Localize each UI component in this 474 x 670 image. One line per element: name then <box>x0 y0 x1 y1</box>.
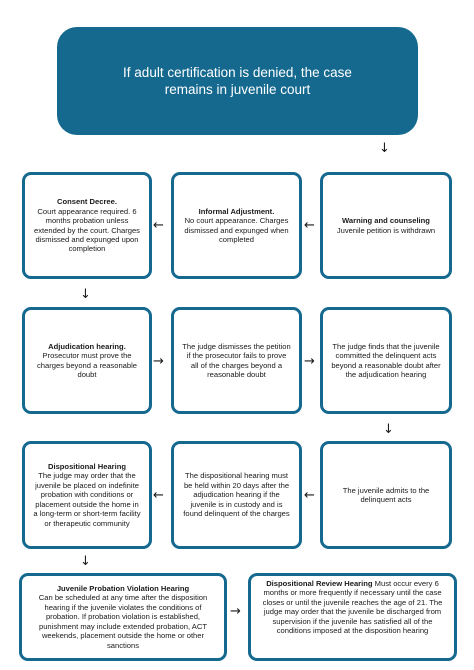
header-text: If adult certification is denied, the case remains in juvenile court <box>123 65 352 97</box>
header-banner <box>57 27 418 135</box>
arrow-down-1: ↓ <box>379 141 390 156</box>
arrow-down-2: ↓ <box>80 287 91 302</box>
dispositional-hearing-box <box>22 441 152 549</box>
dispositional-review-text: Must occur every 6 months or more frequently if necessary until the case closes or until the juvenile reaches the age of 21. The judge may order that the juvenile be discharged from supervision if the juvenile has satisfied all of the conditions imposed at the disposition hearing <box>262 579 443 636</box>
petition-dismissed-box <box>171 307 302 414</box>
informal-adjustment-text: No court appearance. Charges dismissed and expunged when completed <box>184 216 289 244</box>
arrow-right-4: → <box>230 604 241 619</box>
arrow-right-2a: → <box>153 354 164 369</box>
arrow-down-4: ↓ <box>80 554 91 569</box>
probation-violation-title: Juvenile Probation Violation Hearing <box>56 584 190 594</box>
juvenile-admits-text: The juvenile admits to the delinquent acts <box>342 485 430 504</box>
arrow-left-3b: ← <box>304 488 315 503</box>
arrow-right-2b: → <box>304 354 315 369</box>
juvenile-admits-box <box>320 441 452 549</box>
warning-counseling-title: Warning and counseling <box>342 216 430 226</box>
probation-violation-box <box>19 573 227 661</box>
dispositional-review-box <box>248 573 457 661</box>
arrow-left-1a: ← <box>153 218 164 233</box>
arrow-left-1b: ← <box>304 218 315 233</box>
consent-decree-title: Consent Decree. <box>57 197 117 207</box>
hearing-timeline-box <box>171 441 302 549</box>
petition-dismissed-text: The judge dismisses the petition if the prosecutor fails to prove all of the charges beyond a reasonable doubt <box>182 341 291 379</box>
adjudication-hearing-title: Adjudication hearing. <box>48 341 126 351</box>
dispositional-hearing-title: Dispositional Hearing <box>47 462 127 472</box>
probation-violation-text: Can be scheduled at any time after the disposition hearing if the juvenile violates the conditions of probation. If probation violation is established, punishment may include extended probation, ACT weekends, placement outside the home or other sanctions <box>38 593 208 650</box>
adjudication-hearing-box <box>22 307 152 414</box>
arrow-left-3a: ← <box>153 488 164 503</box>
consent-decree-box <box>22 172 152 279</box>
warning-counseling-text: Juvenile petition is withdrawn <box>336 225 436 235</box>
delinquent-finding-box <box>320 307 452 414</box>
adjudication-hearing-text: Prosecutor must prove the charges beyond a reasonable doubt <box>36 351 138 379</box>
dispositional-hearing-text: The judge may order that the juvenile be placed on indefinite probation with conditions or placement outside the home in a long-term or short-term facility or therapeutic community <box>33 471 141 528</box>
arrow-down-3: ↓ <box>383 422 394 437</box>
dispositional-review-title: Dispositional Review Hearing <box>266 579 375 588</box>
hearing-timeline-text: The dispositional hearing must be held within 20 days after the adjudication hearing if the juvenile is in custody and is found delinquent of the charges <box>183 471 290 519</box>
informal-adjustment-box <box>171 172 302 279</box>
delinquent-finding-text: The judge finds that the juvenile committed the delinquent acts beyond a reasonable doubt after the adjudication hearing <box>331 341 441 379</box>
informal-adjustment-title: Informal Adjustment. <box>198 206 275 216</box>
warning-counseling-box <box>320 172 452 279</box>
consent-decree-text: Court appearance required. 6 months probation unless extended by the court. Charges dismissed and expunged upon completion <box>34 206 140 254</box>
